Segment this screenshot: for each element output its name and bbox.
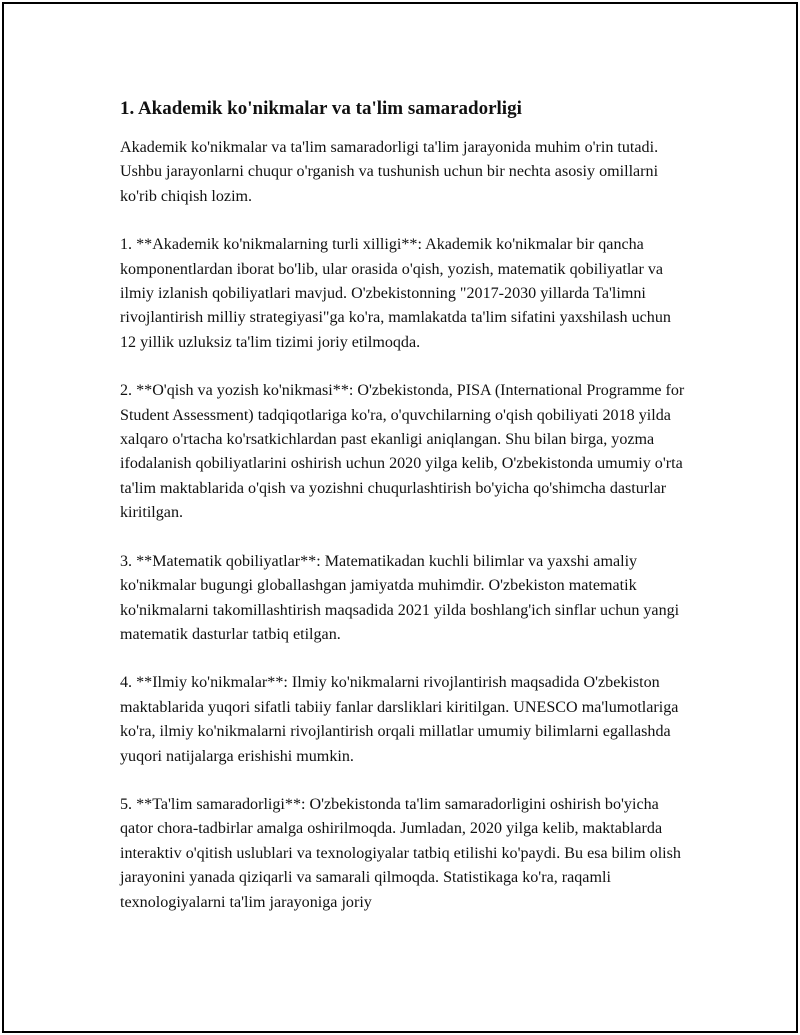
section-heading: 1. Akademik ko'nikmalar va ta'lim samaradorligi [120, 98, 522, 119]
paragraph-skills-diversity: 1. **Akademik ko'nikmalarning turli xilligi**: Akademik ko'nikmalar bir qancha komponentlardan iborat bo'lib, ular orasida o'qish, yozish, matematik qobiliyatlar va ilmiy izlanish qobiliyatlari mavjud. O'zbekistonning "2017-2030 yillarda Ta'limni rivojlantirish milliy strategiyasi"ga ko'ra, mamlakatda ta'lim sifatini yaxshilash uchun 12 yillik uzluksiz ta'lim tizimi joriy etilmoqda. [120, 236, 671, 351]
page-frame [2, 2, 798, 1033]
intro-paragraph: Akademik ko'nikmalar va ta'lim samaradorligi ta'lim jarayonida muhim o'rin tutadi. Ushbu jarayonlarni chuqur o'rganish va tushunish uchun bir nechta asosiy omillarni ko'rib chiqish lozim. [120, 139, 659, 205]
document-body [120, 96, 690, 939]
paragraph-scientific-skills: 4. **Ilmiy ko'nikmalar**: Ilmiy ko'nikmalarni rivojlantirish maqsadida O'zbekiston maktablarida yuqori sifatli tabiiy fanlar darsliklari kiritilgan. UNESCO ma'lumotlariga ko'ra, ilmiy ko'nikmalarni rivojlantirish orqali millatlar umumiy bilimlarni egallashda yuqori natijalarga erishishi mumkin. [120, 674, 679, 765]
paragraph-reading-writing: 2. **O'qish va yozish ko'nikmasi**: O'zbekistonda, PISA (International Programme for Student Assessment) tadqiqotlariga ko'ra, o'quvchilarning o'qish qobiliyati 2018 yilda xalqaro o'rtacha ko'rsatkichlardan past ekanligi aniqlangan. Shu bilan birga, yozma ifodalanish qobiliyatlarini oshirish uchun 2020 yilga kelib, O'zbekistonda umumiy o'rta ta'lim maktablarida o'qish va yozishni chuqurlashtirish bo'yicha qo'shimcha dasturlar kiritilgan. [120, 382, 685, 522]
paragraph-education-efficiency: 5. **Ta'lim samaradorligi**: O'zbekistonda ta'lim samaradorligini oshirish bo'yicha qator chora-tadbirlar amalga oshirilmoqda. Jumladan, 2020 yilga kelib, maktablarda interaktiv o'qitish uslublari va texnologiyalar tatbiq etilishi ko'paydi. Bu esa bilim olish jarayonini yanada qiziqarli va samarali qilmoqda. Statistikaga ko'ra, raqamli texnologiyalarni ta'lim jarayoniga joriy [120, 795, 681, 911]
paragraph-math-abilities: 3. **Matematik qobiliyatlar**: Matematikadan kuchli bilimlar va yaxshi amaliy ko'nikmalar bugungi globallashgan jamiyatda muhimdir. O'zbekiston matematik ko'nikmalarni takomillashtirish maqsadida 2021 yilda boshlang'ich sinflar uchun yangi matematik dasturlar tatbiq etilgan. [120, 552, 680, 643]
